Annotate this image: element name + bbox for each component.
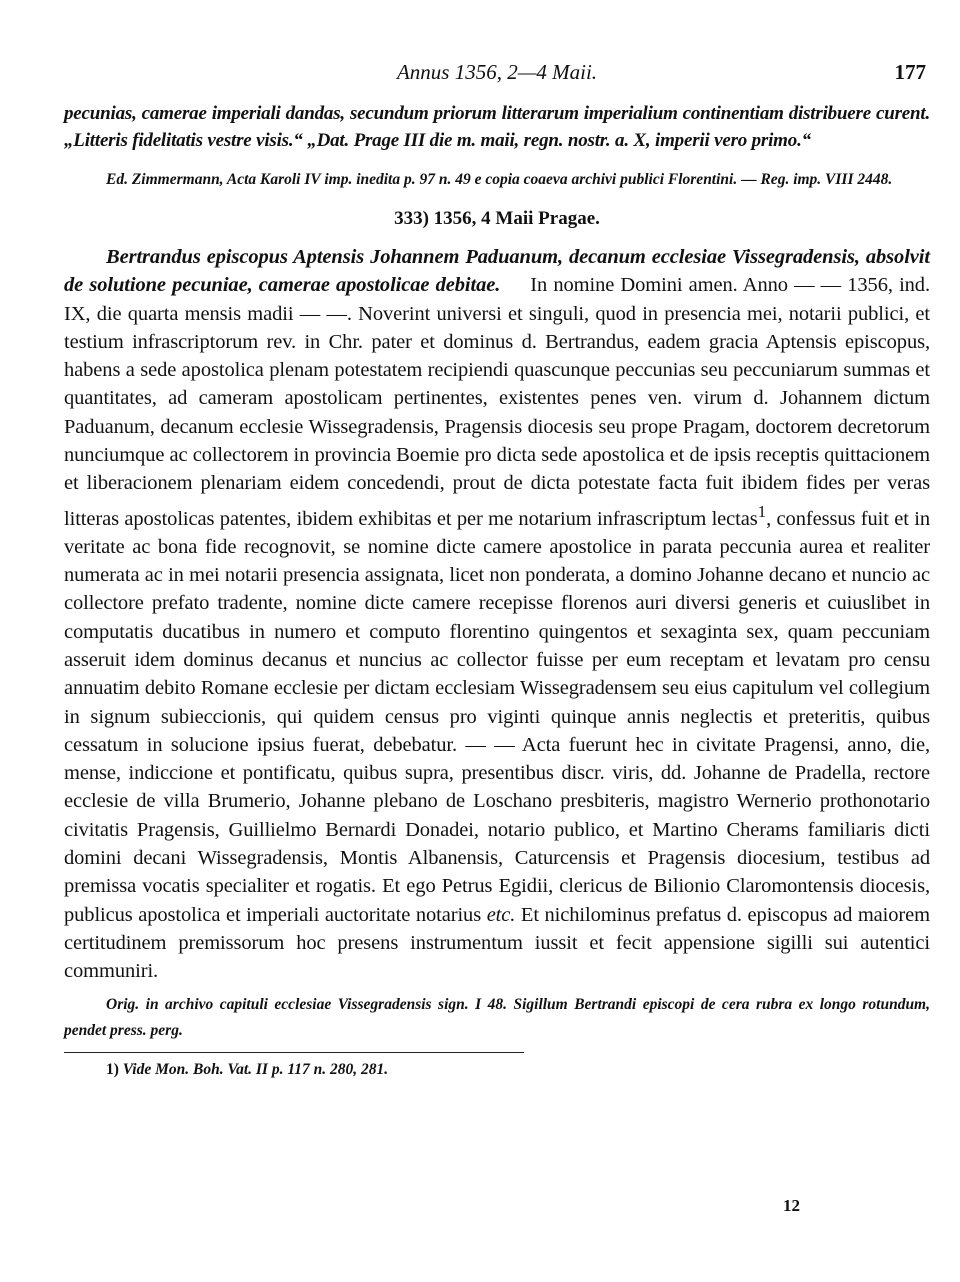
edition-note: Ed. Zimmermann, Acta Karoli IV imp. inedita p. 97 n. 49 e copia coaeva archivi publici Florentini. — Reg. imp. VIII 2448. — [106, 171, 893, 188]
body-text-part-3: Et nichilominus prefatus d. episcopus ad maiorem certitudinem premissorum hoc presens instrumentum iussit et fecit appensione sigilli sui autentici communiri. — [64, 903, 930, 983]
footnote-divider — [64, 1052, 524, 1053]
document-heading: 333) 1356, 4 Maii Pragae. — [394, 208, 600, 229]
footnote-text: Vide Mon. Boh. Vat. II p. 117 n. 280, 281. — [122, 1060, 389, 1078]
running-header — [64, 58, 930, 88]
invocation: In nomine Domini amen. — [530, 274, 738, 297]
running-title: Annus 1356, 2—4 Maii. — [396, 60, 598, 84]
document-body — [64, 243, 930, 986]
body-text-part-1: Anno — — 1356, ind. IX, die quarta mensis madii — —. Noverint universi et singuli, quod in presencia mei, notarii publici, et testium infrascriptorum rev. in Chr. pater et dominus d. Bertrandus, eadem gracia Aptensis episcopus, habens a sede apostolica plenam potestatem recipiendi quascunque peccunias seu peccuniarum summas et quantitates, ad cameram apostolicam pertinentes, existentes penes ven. virum d. Johannem dictum Paduanum, decanum ecclesie Wissegradensis, Pragensis diocesis seu prope Pragam, doctorem decretorum nunciumque ac collectorem in provincia Boemie pro dicta sede apostolica et de ipsis receptis quittacionem et liberacionem plenariam eidem concedendi, prout de dicta potestate facta fuit ibidem fides per veras litteras apostolicas patentes, ibidem exhibitas et per me notarium infrascriptum lectas — [64, 274, 930, 530]
body-text-part-2: , confessus fuit et in veritate ac bona fide recognovit, se nomine dicte camere apostolice in parata peccunia aurea et realiter numerata ac in mei notarii presencia assignata, licet non ponderata, a domino Johanne decano et nuncio ac collectore prefato tradente, nomine dicte camere recepisse florenos auri diversi generis et cuiuslibet in computatis ducatibus in numero et computo florentino quingentos et sexaginta sex, quam peccuniam asseruit idem dominus decanus et nuncius ac collector fuisse per eum receptam et levatam pro censu annuatim debito Romane ecclesie per dictam ecclesiam Wissegradensem seu eius capitulum vel collegium in signum subieccionis, qui quidem census pro viginti quinque annis neglectis et preteritis, quibus cessatum in solucione ipsius fuerat, debebatur. — — Acta fuerunt hec in civitate Pragensi, anno, die, mense, indiccione et pontificatu, quibus supra, presentibus discr. viris, dd. Johanne de Pradella, rectore ecclesie de villa Brumerio, Johanne plebano de Loschano presbiteris, magistro Wernerio prothonotario civitatis Pragensis, Guillielmo Bernardi Donadei, notario publico, et Martino Cherams familiaris dicti domini decani Wissegradensis, Montis Albanensis, Caturcensis et Pragensis diocesium, testibus ad premissa vocatis specialiter et rogatis. Et ego Petrus Egidii, clericus de Bilionio Claromontensis diocesis, publicus apostolica et imperiali auctoritate notarius — [64, 507, 930, 926]
page-number: 177 — [894, 60, 926, 84]
etc-abbreviation: etc. — [486, 903, 516, 926]
footnote — [64, 1059, 930, 1081]
footnote-mark: 1) — [106, 1060, 119, 1078]
document-summary: Bertrandus episcopus Aptensis Johannem Paduanum, decanum ecclesiae Vissegradensis, absolvit de solutione pecuniae, camerae apostolicae debitae. — [64, 246, 930, 297]
original-source-note: Orig. in archivo capituli ecclesiae Vissegradensis sign. I 48. Sigillum Bertrandi episcopi de cera rubra ex longo rotundum, pendet press. perg. — [64, 995, 930, 1039]
footnote-reference: 1 — [757, 501, 767, 521]
signature-mark: 12 — [783, 1196, 800, 1215]
preceding-document-text: pecunias, camerae imperiali dandas, secundum priorum litterarum imperialium continentiam distribuere curent. „Litteris fidelitatis vestre visis.“ „Dat. Prage III die m. maii, regn. nostr. a. X, imperii vero primo.“ — [64, 103, 930, 151]
